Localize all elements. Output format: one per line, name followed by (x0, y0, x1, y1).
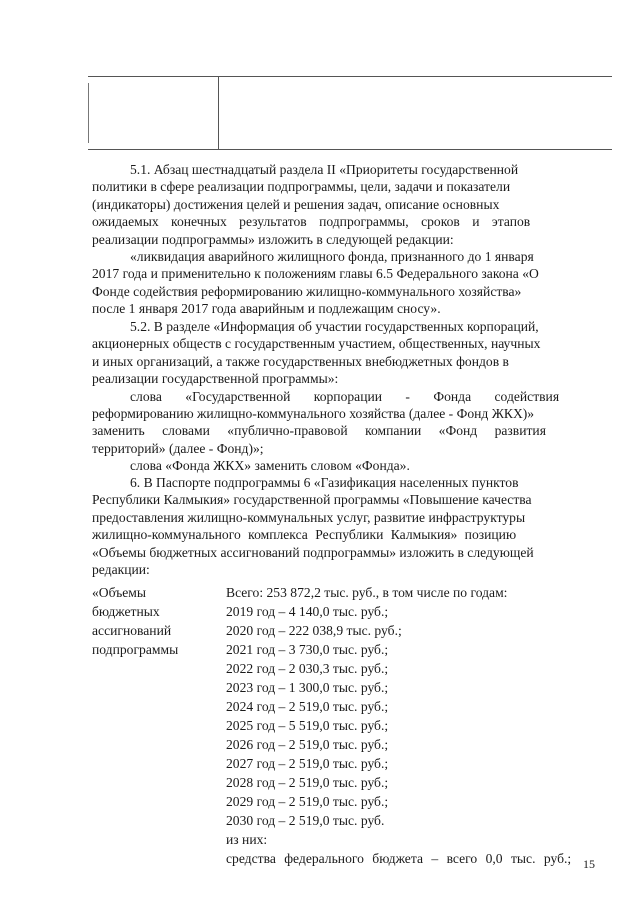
text-line: заменить словами «публично-правовой компании «Фонд развития (92, 423, 546, 439)
label-line: ассигнований (92, 623, 172, 638)
text-line: редакции: (92, 561, 150, 577)
text-line: после 1 января 2017 года аварийным и подлежащим сносу». (92, 301, 441, 317)
text-line: реализации государственной программы»: (92, 371, 339, 387)
year-row: 2025 год – 5 519,0 тыс. руб.; (226, 718, 389, 733)
text-line: предоставления жилищно-коммунальных услуг, развитие инфраструктуры (92, 509, 526, 525)
paragraph-5-2 (92, 318, 602, 475)
text-line: Республики Калмыкия» государственной программы «Повышение качества (92, 492, 532, 508)
text-line: слова «Фонда ЖКХ» заменить словом «Фонда». (130, 458, 410, 474)
text-line: реформированию жилищно-коммунального хозяйства (далее - Фонд ЖКХ)» (92, 405, 535, 421)
text-line: Фонде содействия реформированию жилищно-коммунального хозяйства» (92, 283, 522, 299)
text-line: и иных организаций, а также государственных внебюджетных фондов в (92, 353, 509, 369)
year-row: 2030 год – 2 519,0 тыс. руб. (226, 813, 385, 828)
volumes-label (92, 583, 212, 659)
paragraph-6 (92, 474, 602, 578)
text-line: (индикаторы) достижения целей и решения задач, описание основных (92, 196, 500, 212)
year-row: 2026 год – 2 519,0 тыс. руб.; (226, 737, 389, 752)
year-row: 2021 год – 3 730,0 тыс. руб.; (226, 642, 389, 657)
label-line: бюджетных (92, 604, 160, 619)
year-row: 2020 год – 222 038,9 тыс. руб.; (226, 623, 402, 638)
of-them-label: из них: (226, 832, 268, 847)
text-line: 6. В Паспорте подпрограммы 6 «Газификация населенных пунктов (130, 475, 519, 490)
text-line: 2017 года и применительно к положениям главы 6.5 Федерального закона «О (92, 266, 539, 282)
text-line: реализации подпрограммы» изложить в следующей редакции: (92, 231, 454, 247)
year-row: 2022 год – 2 030,3 тыс. руб.; (226, 661, 389, 676)
federal-budget-line: средства федерального бюджета – всего 0,0 тыс. руб.; (226, 851, 572, 866)
year-row: 2029 год – 2 519,0 тыс. руб.; (226, 794, 389, 809)
label-line: «Объемы (92, 585, 146, 600)
text-line: политики в сфере реализации подпрограммы, цели, задачи и показатели (92, 179, 511, 195)
volumes-total: Всего: 253 872,2 тыс. руб., в том числе по годам: (226, 585, 508, 600)
year-row: 2024 год – 2 519,0 тыс. руб.; (226, 699, 389, 714)
label-line: подпрограммы (92, 642, 179, 657)
year-row: 2028 год – 2 519,0 тыс. руб.; (226, 775, 389, 790)
text-line: 5.1. Абзац шестнадцатый раздела II «Приоритеты государственной (130, 162, 519, 177)
year-row: 2019 год – 4 140,0 тыс. руб.; (226, 604, 389, 619)
text-line: 5.2. В разделе «Информация об участии государственных корпораций, (130, 319, 539, 334)
page-number: 15 (583, 857, 595, 871)
text-line: акционерных обществ с государственным участием, общественных, научных (92, 336, 541, 352)
paragraph-5-1 (92, 161, 602, 318)
text-line: «Объемы бюджетных ассигнований подпрограммы» изложить в следующей (92, 544, 534, 560)
text-line: жилищно-коммунального комплекса Республики Калмыкия» позицию (92, 527, 517, 543)
year-row: 2023 год – 1 300,0 тыс. руб.; (226, 680, 389, 695)
volumes-list (226, 583, 611, 868)
text-line: слова «Государственной корпорации - Фонда содействия (130, 388, 560, 404)
text-line: «ликвидация аварийного жилищного фонда, признанного до 1 января (130, 248, 534, 264)
year-row: 2027 год – 2 519,0 тыс. руб.; (226, 756, 389, 771)
table-left-border (88, 83, 89, 143)
table-fragment (88, 76, 612, 150)
text-line: ожидаемых конечных результатов подпрограммы, сроков и этапов (92, 214, 531, 230)
text-line: территорий» (далее - Фонд)»; (92, 440, 264, 456)
table-column-divider (218, 77, 219, 149)
